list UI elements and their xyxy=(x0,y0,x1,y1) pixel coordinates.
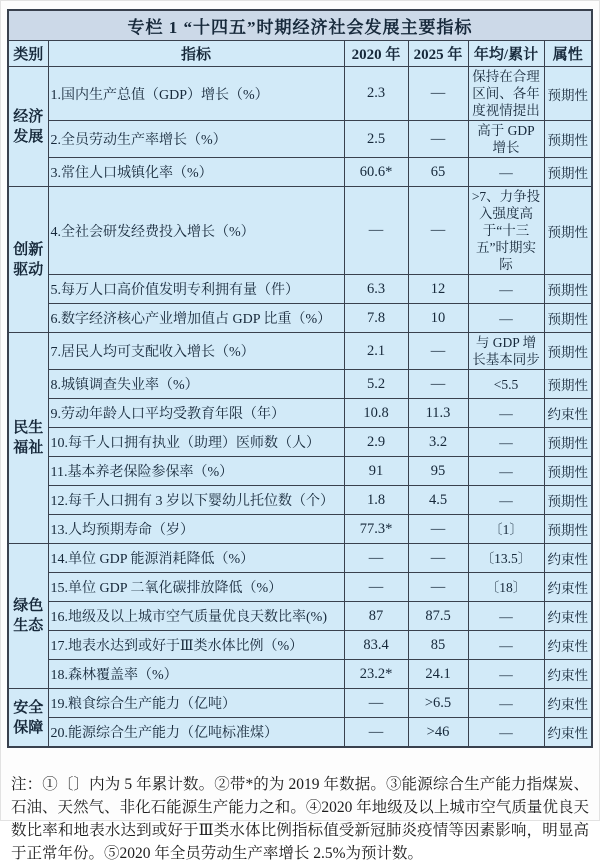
annual-cumulative-cell: — xyxy=(468,428,544,457)
value-2025-cell: — xyxy=(408,515,468,544)
attribute-cell: 约束性 xyxy=(544,544,592,573)
value-2025-cell: 3.2 xyxy=(408,428,468,457)
table-row xyxy=(8,660,592,689)
annual-cumulative-cell: — xyxy=(468,689,544,718)
attribute-cell: 预期性 xyxy=(544,121,592,158)
value-2020-cell: 87 xyxy=(344,602,408,631)
value-2020-cell: 60.6* xyxy=(344,158,408,187)
attribute-cell: 约束性 xyxy=(544,399,592,428)
annual-cumulative-cell: — xyxy=(468,304,544,333)
indicator-cell: 18.森林覆盖率（%） xyxy=(48,660,344,689)
annual-cumulative-cell: — xyxy=(468,486,544,515)
value-2020-cell: 2.1 xyxy=(344,333,408,370)
table-row xyxy=(8,275,592,304)
value-2025-cell: — xyxy=(408,121,468,158)
attribute-cell: 预期性 xyxy=(544,457,592,486)
indicator-cell: 7.居民人均可支配收入增长（%） xyxy=(48,333,344,370)
indicator-cell: 19.粮食综合生产能力（亿吨） xyxy=(48,689,344,718)
indicators-table xyxy=(7,9,593,748)
table-row xyxy=(8,602,592,631)
category-cell: 经济发展 xyxy=(8,67,48,187)
indicator-cell: 6.数字经济核心产业增加值占 GDP 比重（%） xyxy=(48,304,344,333)
indicator-cell: 3.常住人口城镇化率（%） xyxy=(48,158,344,187)
value-2025-cell: >6.5 xyxy=(408,689,468,718)
attribute-cell: 预期性 xyxy=(544,275,592,304)
col-header-2025: 2025 年 xyxy=(408,41,468,67)
table-body xyxy=(8,67,592,748)
attribute-cell: 预期性 xyxy=(544,158,592,187)
header-row xyxy=(8,41,592,67)
table-row xyxy=(8,486,592,515)
value-2020-cell: 23.2* xyxy=(344,660,408,689)
indicator-cell: 15.单位 GDP 二氧化碳排放降低（%） xyxy=(48,573,344,602)
value-2020-cell: 7.8 xyxy=(344,304,408,333)
indicator-cell: 4.全社会研发经费投入增长（%） xyxy=(48,187,344,275)
value-2020-cell: 1.8 xyxy=(344,486,408,515)
col-header-annual: 年均/累计 xyxy=(468,41,544,67)
value-2020-cell: 2.9 xyxy=(344,428,408,457)
value-2025-cell: >46 xyxy=(408,718,468,748)
indicator-cell: 17.地表水达到或好于Ⅲ类水体比例（%） xyxy=(48,631,344,660)
indicator-cell: 12.每千人口拥有 3 岁以下婴幼儿托位数（个） xyxy=(48,486,344,515)
table-row xyxy=(8,573,592,602)
value-2025-cell: 65 xyxy=(408,158,468,187)
attribute-cell: 预期性 xyxy=(544,486,592,515)
table-row xyxy=(8,718,592,748)
value-2025-cell: — xyxy=(408,187,468,275)
value-2025-cell: — xyxy=(408,544,468,573)
value-2020-cell: 2.5 xyxy=(344,121,408,158)
table-row xyxy=(8,515,592,544)
col-header-indicator: 指标 xyxy=(48,41,344,67)
value-2025-cell: 10 xyxy=(408,304,468,333)
attribute-cell: 约束性 xyxy=(544,573,592,602)
value-2020-cell: — xyxy=(344,544,408,573)
indicator-cell: 16.地级及以上城市空气质量优良天数比率(%) xyxy=(48,602,344,631)
table-row xyxy=(8,187,592,275)
annual-cumulative-cell: <5.5 xyxy=(468,370,544,399)
value-2025-cell: — xyxy=(408,67,468,121)
annual-cumulative-cell: 与 GDP 增长基本同步 xyxy=(468,333,544,370)
category-cell: 安全保障 xyxy=(8,689,48,748)
value-2025-cell: 85 xyxy=(408,631,468,660)
value-2025-cell: — xyxy=(408,370,468,399)
annual-cumulative-cell: 〔13.5〕 xyxy=(468,544,544,573)
attribute-cell: 预期性 xyxy=(544,187,592,275)
indicator-cell: 8.城镇调查失业率（%） xyxy=(48,370,344,399)
col-header-2020: 2020 年 xyxy=(344,41,408,67)
attribute-cell: 预期性 xyxy=(544,370,592,399)
value-2020-cell: 10.8 xyxy=(344,399,408,428)
attribute-cell: 预期性 xyxy=(544,304,592,333)
attribute-cell: 约束性 xyxy=(544,689,592,718)
value-2025-cell: 12 xyxy=(408,275,468,304)
value-2025-cell: — xyxy=(408,333,468,370)
annual-cumulative-cell: — xyxy=(468,158,544,187)
value-2025-cell: 11.3 xyxy=(408,399,468,428)
table-row xyxy=(8,457,592,486)
col-header-category: 类别 xyxy=(8,41,48,67)
value-2020-cell: 91 xyxy=(344,457,408,486)
indicator-cell: 20.能源综合生产能力（亿吨标准煤） xyxy=(48,718,344,748)
attribute-cell: 预期性 xyxy=(544,67,592,121)
attribute-cell: 预期性 xyxy=(544,428,592,457)
annual-cumulative-cell: — xyxy=(468,275,544,304)
col-header-attribute: 属性 xyxy=(544,41,592,67)
attribute-cell: 约束性 xyxy=(544,718,592,748)
table-row xyxy=(8,121,592,158)
table-row xyxy=(8,67,592,121)
value-2025-cell: — xyxy=(408,573,468,602)
value-2025-cell: 4.5 xyxy=(408,486,468,515)
table-title: 专栏 1 “十四五”时期经济社会发展主要指标 xyxy=(8,10,592,41)
value-2020-cell: 2.3 xyxy=(344,67,408,121)
attribute-cell: 约束性 xyxy=(544,631,592,660)
table-row xyxy=(8,304,592,333)
indicator-cell: 13.人均预期寿命（岁） xyxy=(48,515,344,544)
indicator-cell: 10.每千人口拥有执业（助理）医师数（人） xyxy=(48,428,344,457)
table-row xyxy=(8,370,592,399)
indicator-cell: 1.国内生产总值（GDP）增长（%） xyxy=(48,67,344,121)
attribute-cell: 约束性 xyxy=(544,660,592,689)
value-2020-cell: — xyxy=(344,573,408,602)
indicator-cell: 9.劳动年龄人口平均受教育年限（年） xyxy=(48,399,344,428)
value-2020-cell: 6.3 xyxy=(344,275,408,304)
annual-cumulative-cell: — xyxy=(468,631,544,660)
value-2020-cell: 5.2 xyxy=(344,370,408,399)
footnote: 注：①〔〕内为 5 年累计数。②带*的为 2019 年数据。③能源综合生产能力指煤炭、石油、天然气、非化石能源生产能力之和。④2020 年地级及以上城市空气质量优良天数比率和地表水达到或好于Ⅲ类水体比例指标值受新冠肺炎疫情等因素影响，明显高于正常年份。⑤2020 年全员劳动生产率增长 2.5%为预计数。 xyxy=(11,776,589,862)
annual-cumulative-cell: 〔1〕 xyxy=(468,515,544,544)
category-cell: 民生福祉 xyxy=(8,333,48,544)
annual-cumulative-cell: — xyxy=(468,718,544,748)
table-row xyxy=(8,399,592,428)
annual-cumulative-cell: — xyxy=(468,602,544,631)
category-cell: 绿色生态 xyxy=(8,544,48,689)
annual-cumulative-cell: 高于 GDP 增长 xyxy=(468,121,544,158)
value-2020-cell: — xyxy=(344,718,408,748)
category-cell: 创新驱动 xyxy=(8,187,48,333)
table-row xyxy=(8,158,592,187)
annual-cumulative-cell: 〔18〕 xyxy=(468,573,544,602)
indicator-cell: 14.单位 GDP 能源消耗降低（%） xyxy=(48,544,344,573)
value-2025-cell: 24.1 xyxy=(408,660,468,689)
annual-cumulative-cell: — xyxy=(468,660,544,689)
attribute-cell: 预期性 xyxy=(544,515,592,544)
value-2020-cell: 77.3* xyxy=(344,515,408,544)
value-2020-cell: — xyxy=(344,187,408,275)
table-row xyxy=(8,333,592,370)
table-row xyxy=(8,428,592,457)
annual-cumulative-cell: — xyxy=(468,457,544,486)
annual-cumulative-cell: >7、力争投入强度高于“十三五”时期实际 xyxy=(468,187,544,275)
annual-cumulative-cell: 保持在合理区间、各年度视情提出 xyxy=(468,67,544,121)
annual-cumulative-cell: — xyxy=(468,399,544,428)
table-row xyxy=(8,689,592,718)
value-2020-cell: 83.4 xyxy=(344,631,408,660)
value-2020-cell: — xyxy=(344,689,408,718)
value-2025-cell: 95 xyxy=(408,457,468,486)
attribute-cell: 预期性 xyxy=(544,333,592,370)
indicator-cell: 11.基本养老保险参保率（%） xyxy=(48,457,344,486)
table-row xyxy=(8,544,592,573)
title-row xyxy=(8,10,592,41)
attribute-cell: 约束性 xyxy=(544,602,592,631)
indicator-cell: 2.全员劳动生产率增长（%） xyxy=(48,121,344,158)
value-2025-cell: 87.5 xyxy=(408,602,468,631)
table-row xyxy=(8,631,592,660)
indicator-cell: 5.每万人口高价值发明专利拥有量（件） xyxy=(48,275,344,304)
